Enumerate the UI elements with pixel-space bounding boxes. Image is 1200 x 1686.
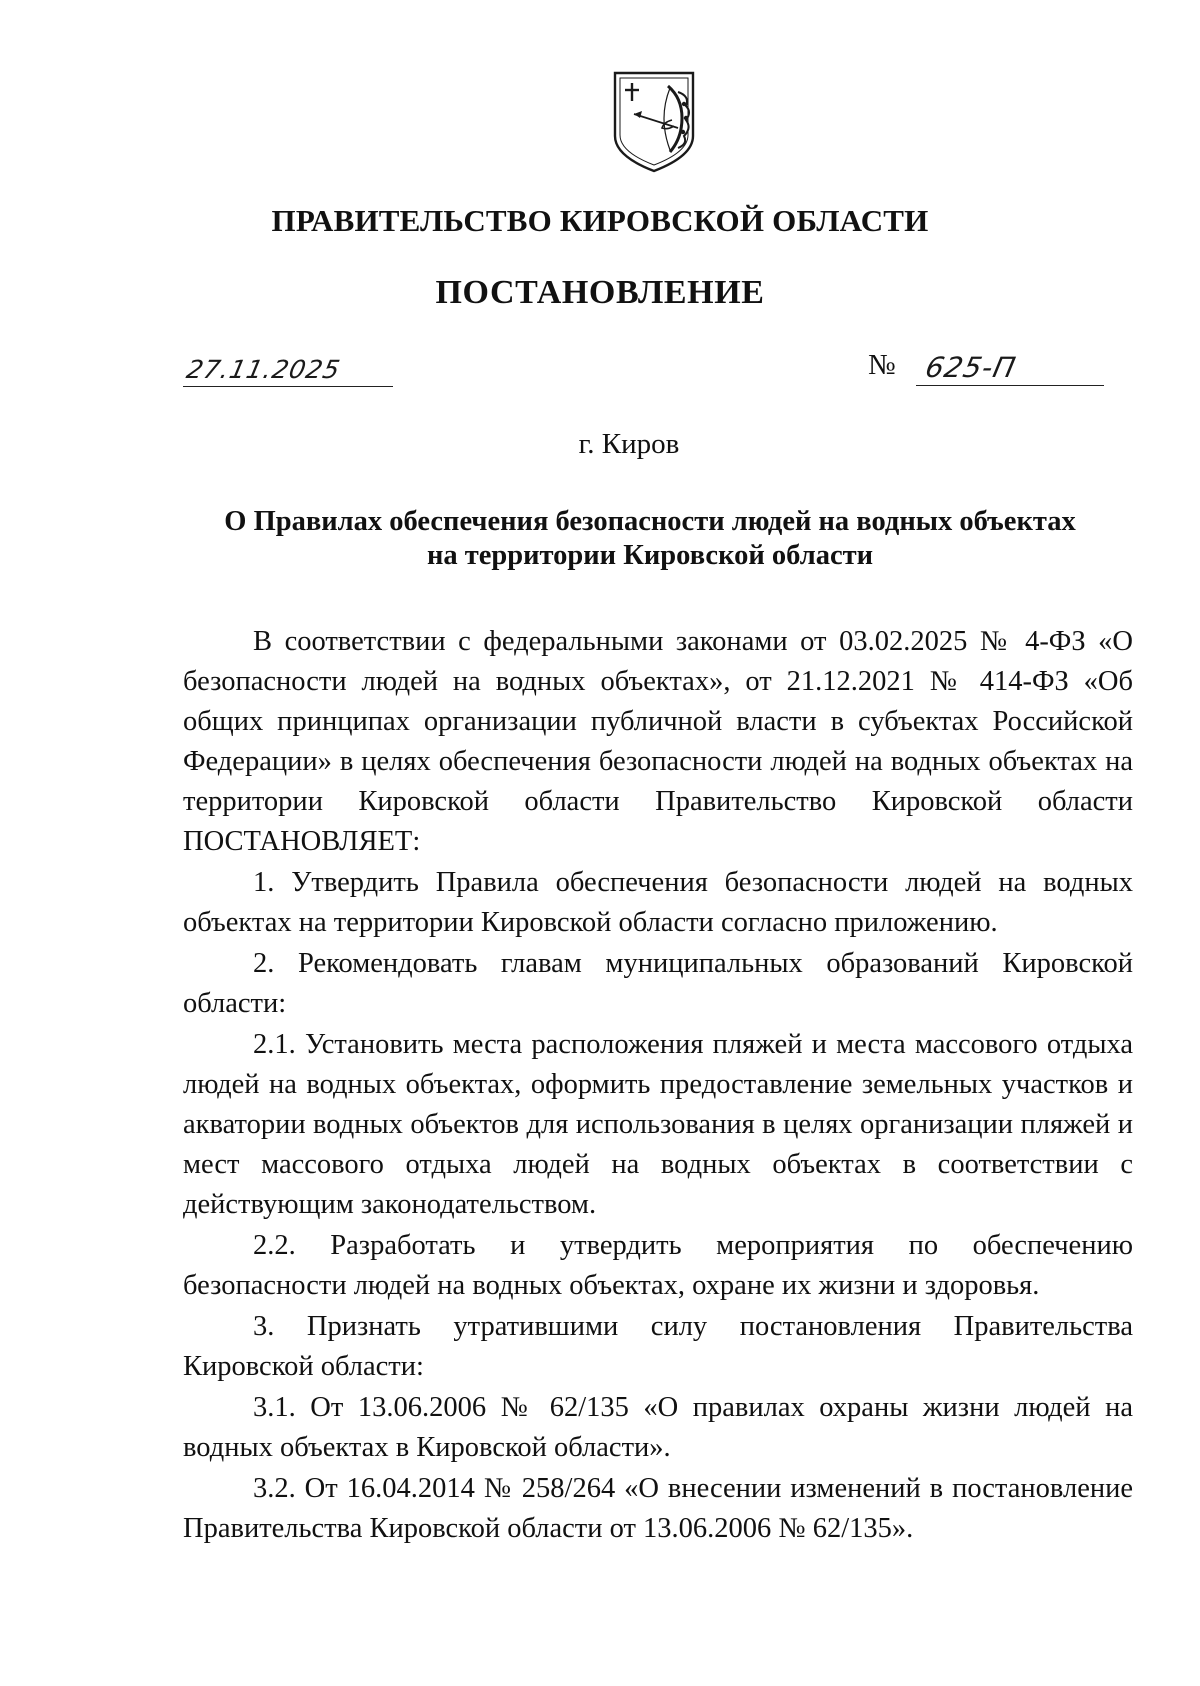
number-field [868, 348, 1104, 386]
document-body [183, 622, 1133, 1549]
paragraph-2-1: 2.1. Установить места расположения пляжей и места массового отдыха людей на водных объектах, оформить предоставление земельных участков и акватории водных объектов для использования в целях организации пляжей и мест массового отдыха людей на водных объектах в соответствии с действующим законодательством. [183, 1029, 1133, 1220]
title-line-2: на территории Кировской области [426, 540, 874, 571]
handwritten-number: 625-П [922, 351, 1020, 384]
document-type: ПОСТАНОВЛЕНИЕ [435, 274, 765, 311]
title-line-1: О Правилах обеспечения безопасности людей на водных объектах [224, 506, 1076, 537]
place-of-issue: г. Киров [578, 428, 680, 460]
paragraph-1: 1. Утвердить Правила обеспечения безопасности людей на водных объектах на территории Кировской области согласно приложению. [183, 867, 1133, 938]
handwritten-date: 27.11.2025 [183, 355, 344, 384]
number-underline [916, 385, 1104, 386]
paragraph-3-2: 3.2. От 16.04.2014 № 258/264 «О внесении изменений в постановление Правительства Кировской области от 13.06.2006 № 62/135». [183, 1473, 1133, 1544]
kirov-coat-of-arms-icon [612, 70, 696, 174]
paragraph-3-1: 3.1. От 13.06.2006 № 62/135 «О правилах охраны жизни людей на водных объектах в Кировской области». [183, 1392, 1133, 1463]
preamble-paragraph: В соответствии с федеральными законами от 03.02.2025 № 4-ФЗ «О безопасности людей на водных объектах», от 21.12.2021 № 414-ФЗ «Об общих принципах организации публичной власти в субъектах Российской Федерации» в целях обеспечения безопасности людей на водных объектах на территории Кировской области Правительство Кировской области ПОСТАНОВЛЯЕТ: [183, 626, 1133, 857]
number-sign: № [868, 349, 896, 381]
paragraph-2: 2. Рекомендовать главам муниципальных образований Кировской области: [183, 948, 1133, 1019]
document-title [200, 505, 1100, 573]
paragraph-2-2: 2.2. Разработать и утвердить мероприятия по обеспечению безопасности людей на водных объектах, охране их жизни и здоровья. [183, 1230, 1133, 1301]
organization-name: ПРАВИТЕЛЬСТВО КИРОВСКОЙ ОБЛАСТИ [271, 203, 929, 238]
paragraph-3: 3. Признать утратившими силу постановления Правительства Кировской области: [183, 1311, 1133, 1382]
date-field [183, 348, 393, 387]
